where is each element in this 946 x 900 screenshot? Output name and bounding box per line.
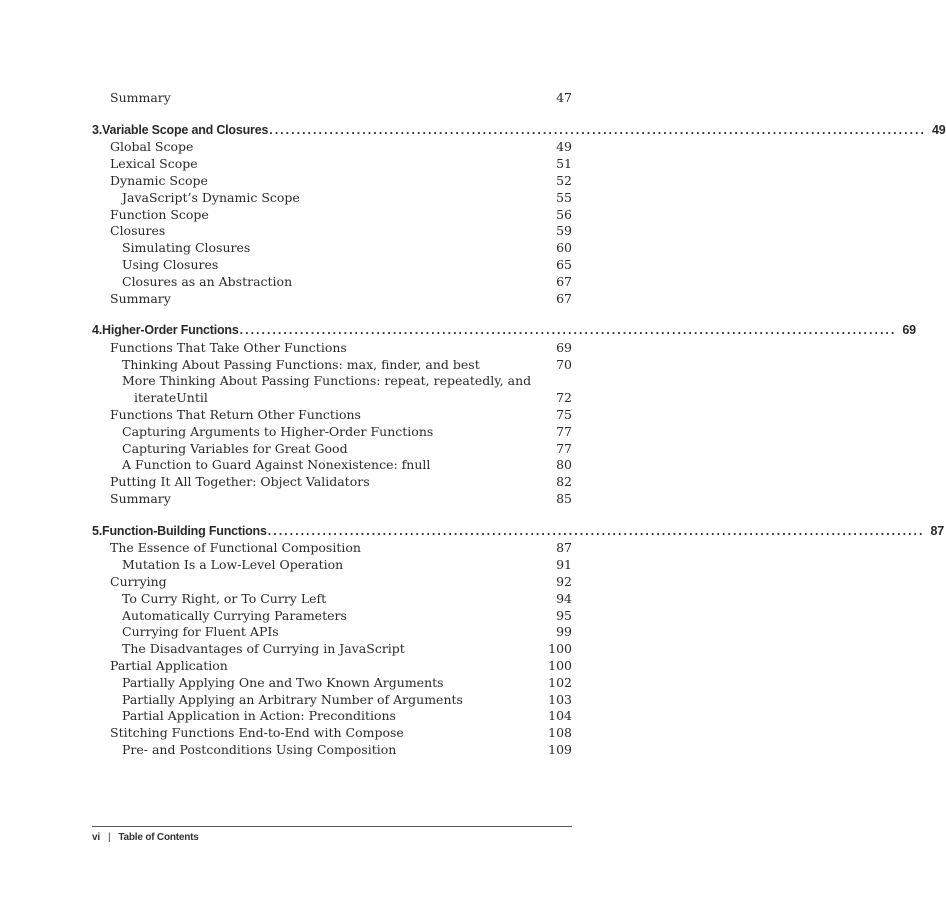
toc-entry-page-number: 56 <box>556 206 572 222</box>
chapter-page-number: 69 <box>902 323 916 338</box>
toc-entry-title: Thinking About Passing Functions: max, finder, and best <box>122 356 480 372</box>
toc-entry-title: Closures as an Abstraction <box>122 273 293 289</box>
toc-entry <box>110 474 572 490</box>
toc-entry <box>134 390 572 406</box>
toc-entry <box>110 540 572 556</box>
chapter-heading <box>92 523 945 539</box>
dot-leader: ........................................................................................................................ <box>239 323 897 338</box>
chapter-title: Variable Scope and Closures <box>102 122 269 137</box>
toc-entry <box>110 223 572 239</box>
toc-entry-title: Partial Application in Action: Preconditions <box>122 708 396 724</box>
toc-entry-title: A Function to Guard Against Nonexistence: fnull <box>122 457 431 473</box>
toc-entry-page-number: 77 <box>556 423 572 439</box>
toc-entry-title: Functions That Return Other Functions <box>110 407 361 422</box>
toc-entry <box>122 641 572 657</box>
page-footer <box>92 832 199 843</box>
toc-entry <box>122 675 572 691</box>
toc-entry <box>110 291 572 307</box>
toc-entry-page-number: 67 <box>556 290 572 306</box>
chapter-title: Higher-Order Functions <box>102 323 239 338</box>
toc-entry-page-number: 60 <box>556 240 572 256</box>
toc-entry-page-number: 47 <box>556 90 572 105</box>
toc-entry-title: JavaScript’s Dynamic Scope <box>122 189 300 205</box>
toc-entry-page-number: 94 <box>556 590 572 606</box>
toc-entry <box>122 692 572 708</box>
toc-entry-page-number: 100 <box>548 657 572 673</box>
chapter-number: 5. <box>92 523 103 538</box>
toc-entry <box>110 207 572 223</box>
toc-entry-title: To Curry Right, or To Curry Left <box>122 590 327 606</box>
chapter-page-number: 87 <box>930 523 945 538</box>
toc-entry-page-number: 67 <box>556 273 572 289</box>
toc-entry <box>122 591 572 607</box>
toc-entry-page-number: 109 <box>548 741 572 757</box>
chapter-number: 3. <box>92 122 103 137</box>
toc-entry <box>122 190 572 206</box>
toc-entry-title: Closures <box>110 223 166 239</box>
toc-entry-page-number: 52 <box>556 172 572 188</box>
toc-entry <box>122 240 572 256</box>
toc-entry-title: Using Closures <box>122 256 219 272</box>
toc-entry-title: Summary <box>110 290 171 306</box>
toc-entry-title: Capturing Variables for Great Good <box>122 440 348 456</box>
toc-entry-page-number: 69 <box>556 339 572 355</box>
chapter-heading <box>92 122 946 138</box>
toc-entry-title: Summary <box>110 90 171 105</box>
toc-entry-title: Pre- and Postconditions Using Composition <box>122 741 397 757</box>
toc-entry <box>122 624 572 640</box>
chapter-number: 4. <box>92 323 103 338</box>
toc-entry-page-number: 75 <box>556 407 572 422</box>
toc-entry-page-number: 103 <box>548 691 572 707</box>
toc-entry <box>110 658 572 674</box>
toc-entry-page-number: 102 <box>548 674 572 690</box>
toc-entry-title: Function Scope <box>110 206 209 222</box>
toc-entry <box>110 90 572 106</box>
toc-entry <box>110 156 572 172</box>
toc-entry-page-number: 55 <box>556 189 572 205</box>
toc-entry-page-number: 59 <box>556 223 572 239</box>
toc-entry-title: Automatically Currying Parameters <box>122 607 347 623</box>
toc-entry <box>110 173 572 189</box>
toc-entry-page-number: 91 <box>556 557 572 573</box>
toc-entry <box>122 424 572 440</box>
toc-entry-title: Putting It All Together: Object Validators <box>110 474 370 490</box>
toc-entry-title: Functions That Take Other Functions <box>110 339 347 355</box>
toc-entry-page-number: 77 <box>556 440 572 456</box>
toc-entry-page-number: 51 <box>556 156 572 172</box>
toc-entry-title: Partially Applying an Arbitrary Number of Arguments <box>122 691 463 707</box>
toc-entry-page-number: 95 <box>556 607 572 623</box>
toc-entry <box>110 407 572 423</box>
toc-entry-title: Capturing Arguments to Higher-Order Functions <box>122 423 434 439</box>
toc-entry <box>122 274 572 290</box>
toc-entry-title: Simulating Closures <box>122 240 251 256</box>
toc-entry-title: The Essence of Functional Composition <box>110 540 361 556</box>
toc-entry-page-number: 108 <box>548 725 572 741</box>
toc-entry-title: More Thinking About Passing Functions: repeat, repeatedly, and <box>122 373 532 389</box>
toc-entry <box>122 742 572 758</box>
footer-page-number: vi <box>92 832 100 843</box>
footer-separator: | <box>107 832 111 843</box>
toc-entry <box>122 608 572 624</box>
footer-rule <box>92 826 572 827</box>
toc-entry-page-number: 82 <box>556 474 572 490</box>
toc-entry <box>122 557 572 573</box>
toc-entry <box>110 340 572 356</box>
toc-entry-page-number: 70 <box>556 356 572 372</box>
toc-entry-page-number: 104 <box>548 708 572 724</box>
toc-entry-title: Currying <box>110 573 167 589</box>
toc-entry-page-number: 92 <box>556 573 572 589</box>
toc-entry-title: Stitching Functions End-to-End with Compose <box>110 725 404 741</box>
toc-entry-page-number: 49 <box>556 139 572 155</box>
toc-entry-title: Mutation Is a Low-Level Operation <box>122 557 344 573</box>
toc-entry-page-number: 87 <box>556 540 572 556</box>
toc-entry-title: Partially Applying One and Two Known Arguments <box>122 674 444 690</box>
dot-leader: ........................................................................................................................ <box>267 523 925 538</box>
toc-entry-title: The Disadvantages of Currying in JavaScript <box>122 641 405 657</box>
toc-entry <box>110 491 572 507</box>
toc-entry <box>122 457 572 473</box>
toc-entry-page-number: 65 <box>556 256 572 272</box>
toc-entry-page-number: 99 <box>556 624 572 640</box>
toc-entry <box>122 373 572 389</box>
toc-entry-title: Currying for Fluent APIs <box>122 624 279 640</box>
toc-entry <box>122 357 572 373</box>
toc-entry <box>110 139 572 155</box>
toc-entry <box>122 441 572 457</box>
toc-entry <box>122 708 572 724</box>
toc-entry-title: Lexical Scope <box>110 156 198 172</box>
toc-entry <box>122 257 572 273</box>
toc-entry-page-number: 80 <box>556 457 572 473</box>
toc-entry-title: iterateUntil <box>134 390 208 406</box>
toc-entry-page-number: 72 <box>556 390 572 406</box>
dot-leader: ........................................................................................................................ <box>269 122 926 137</box>
chapter-heading <box>92 322 916 338</box>
chapter-page-number: 49 <box>931 122 946 137</box>
toc-entry-page-number: 85 <box>556 491 572 506</box>
toc-entry <box>110 725 572 741</box>
toc-entry-title: Dynamic Scope <box>110 172 208 188</box>
toc-entry-title: Summary <box>110 491 171 506</box>
toc-entry-page-number: 100 <box>548 641 572 657</box>
toc-entry <box>110 574 572 590</box>
toc-entry-title: Partial Application <box>110 657 228 673</box>
chapter-title: Function-Building Functions <box>102 523 267 538</box>
toc-entry-title: Global Scope <box>110 139 194 155</box>
footer-section-title: Table of Contents <box>118 832 199 843</box>
